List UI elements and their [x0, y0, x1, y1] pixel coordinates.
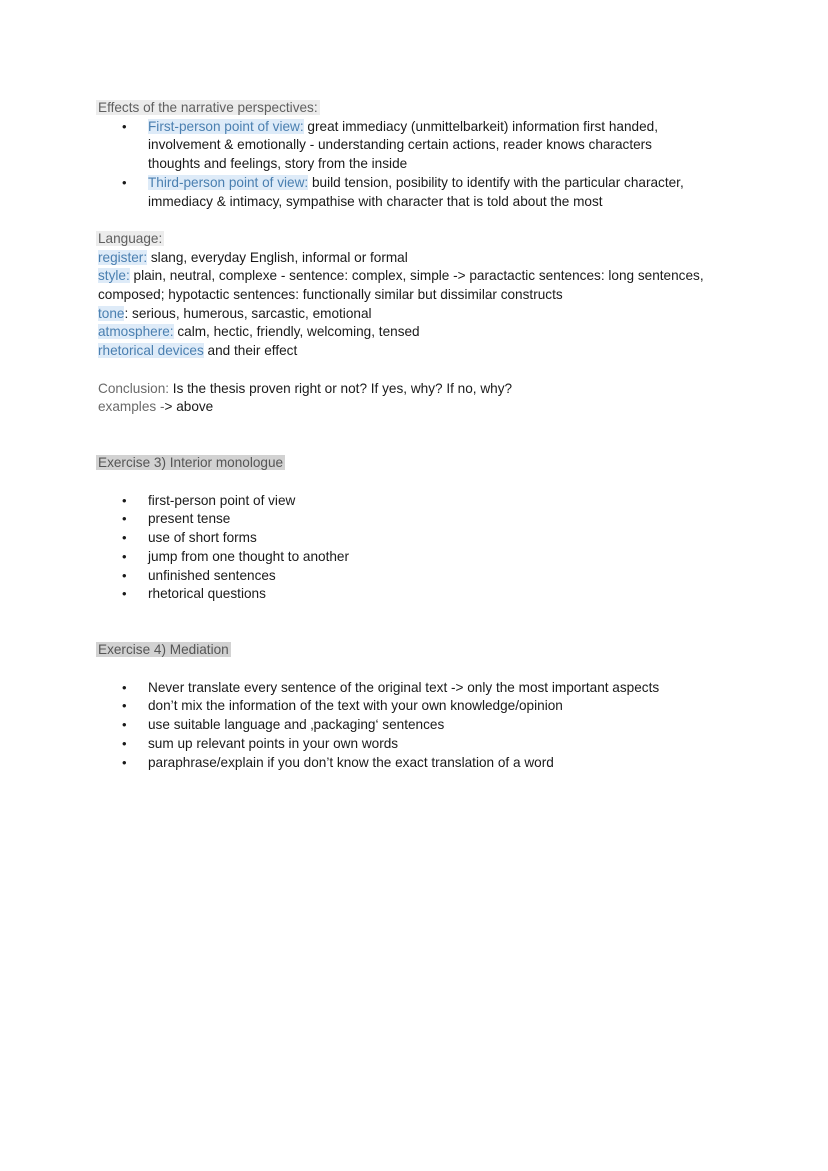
- bullet-icon: •: [122, 735, 127, 751]
- conclusion-term: Conclusion:: [98, 380, 170, 396]
- bullet-icon: •: [122, 754, 127, 770]
- third-person-text: immediacy & intimacy, sympathise with character that is told about the most: [148, 193, 603, 209]
- list-item: • paraphrase/explain if you don’t know the exact translation of a word: [98, 754, 738, 773]
- third-person-text: build tension, posibility to identify with the particular character,: [308, 174, 684, 190]
- bullet-icon: •: [122, 717, 127, 733]
- bullet-icon: •: [122, 511, 127, 527]
- list-item: • don’t mix the information of the text with your own knowledge/opinion: [98, 697, 738, 716]
- list-item: • sum up relevant points in your own words: [98, 735, 738, 754]
- third-person-term: Third-person point of view:: [148, 174, 309, 190]
- bullet-icon: •: [122, 174, 127, 190]
- examples-line: [98, 398, 738, 417]
- register-term: register:: [98, 249, 148, 265]
- bullet-icon: •: [122, 492, 127, 508]
- devices-line: [98, 342, 738, 361]
- first-person-text: great immediacy (unmittelbarkeit) information first handed,: [303, 118, 658, 134]
- style-line-2: composed; hypotactic sentences: functionally similar but dissimilar constructs: [98, 287, 563, 303]
- exercise4-list: [98, 679, 738, 773]
- language-heading: Language:: [98, 230, 163, 246]
- list-item: • use suitable language and ‚packaging‘ sentences: [98, 716, 738, 735]
- bullet-icon: •: [122, 118, 127, 134]
- devices-term: rhetorical devices: [98, 343, 204, 359]
- first-person-text: thoughts and feelings, story from the inside: [148, 156, 408, 172]
- bullet-icon: •: [122, 530, 127, 546]
- style-text: plain, neutral, complexe - sentence: complex, simple -> paractactic sentences: long sentences,: [129, 268, 704, 284]
- examples-term: examples -: [98, 399, 165, 415]
- devices-text: and their effect: [203, 343, 298, 359]
- list-item: • unfinished sentences: [98, 567, 738, 586]
- examples-text: > above: [164, 399, 214, 415]
- conclusion-line: [98, 380, 738, 399]
- list-item: [98, 174, 738, 211]
- register-line: [98, 249, 738, 268]
- exercise3-heading: Exercise 3) Interior monologue: [98, 455, 284, 471]
- tone-text: : serious, humerous, sarcastic, emotional: [124, 305, 372, 321]
- list-item: • use of short forms: [98, 529, 738, 548]
- first-person-text: involvement & emotionally - understanding certain actions, reader knows characters: [148, 137, 652, 153]
- effects-heading: Effects of the narrative perspectives:: [98, 100, 318, 115]
- list-item: [98, 118, 738, 174]
- exercise3-list: [98, 492, 738, 604]
- bullet-icon: •: [122, 548, 127, 564]
- style-line: [98, 267, 738, 286]
- atmosphere-term: atmosphere:: [98, 324, 174, 340]
- atmosphere-text: calm, hectic, friendly, welcoming, tensed: [173, 324, 420, 340]
- list-item: • present tense: [98, 510, 738, 529]
- list-item: • jump from one thought to another: [98, 548, 738, 567]
- atmosphere-line: [98, 323, 738, 342]
- exercise4-heading: Exercise 4) Mediation: [98, 642, 229, 658]
- effects-list: [98, 118, 738, 212]
- bullet-icon: •: [122, 698, 127, 714]
- register-text: slang, everyday English, informal or formal: [147, 249, 408, 265]
- tone-term: tone: [98, 305, 125, 321]
- conclusion-text: Is the thesis proven right or not? If yes, why? If no, why?: [169, 380, 513, 396]
- list-item: • first-person point of view: [98, 492, 738, 511]
- document-page: [98, 99, 738, 772]
- first-person-term: First-person point of view:: [148, 118, 304, 134]
- style-term: style:: [98, 268, 130, 284]
- tone-line: [98, 305, 738, 324]
- list-item: • Never translate every sentence of the original text -> only the most important aspects: [98, 679, 738, 698]
- bullet-icon: •: [122, 586, 127, 602]
- bullet-icon: •: [122, 679, 127, 695]
- list-item: • rhetorical questions: [98, 585, 738, 604]
- bullet-icon: •: [122, 567, 127, 583]
